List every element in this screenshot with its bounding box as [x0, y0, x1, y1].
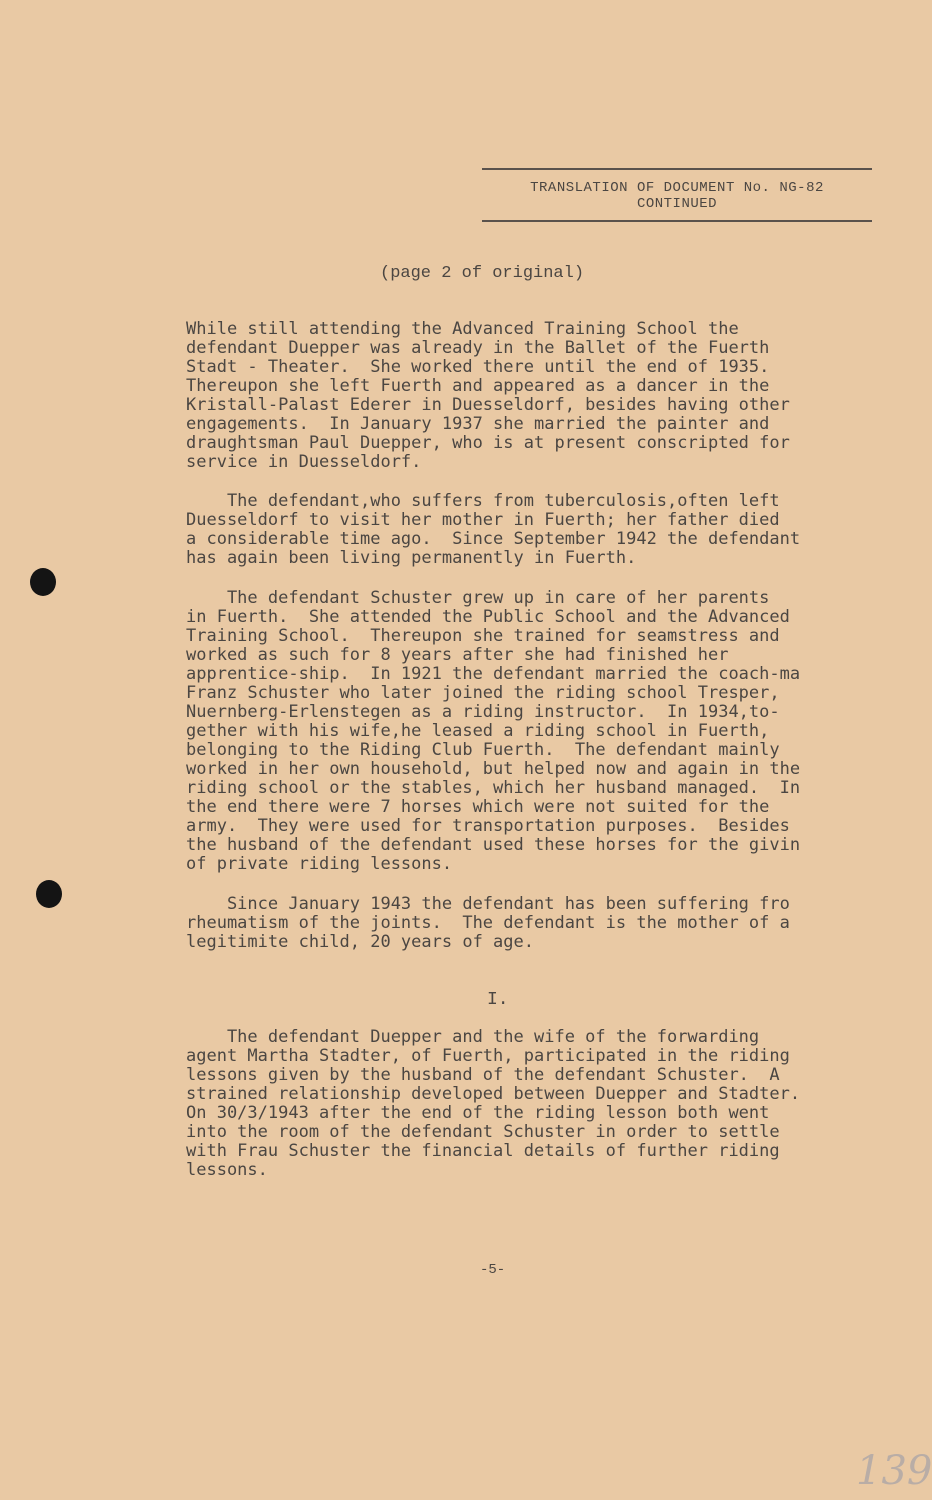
page-number: -5-	[480, 1262, 506, 1278]
document-header	[482, 168, 872, 222]
paragraph-duepper-health: The defendant,who suffers from tuberculosis,often left Duesseldorf to visit her mother in Fuerth; her father died a considerable time ago. Since September 1942 the defendant has again been living permanently in Fuerth.	[186, 491, 801, 568]
paragraph-incident: The defendant Duepper and the wife of the forwarding agent Martha Stadter, of Fuerth, participated in the riding lessons given by the husband of the defendant Schuster. A strained relationship developed between Duepper and Stadter. On 30/3/1943 after the end of the riding lesson both went into the room of the defendant Schuster in order to settle with Frau Schuster the financial details of further riding lessons.	[186, 1027, 801, 1180]
section-heading: I.	[487, 990, 509, 1010]
original-page-reference: (page 2 of original)	[380, 264, 585, 283]
paragraph-duepper-background: While still attending the Advanced Training School the defendant Duepper was already in the Ballet of the Fuerth Stadt - Theater. She worked there until the end of 1935. Thereupon she left Fuerth and appeared as a dancer in the Kristall-Palast Ederer in Duesseldorf, besides having other engagements. In January 1937 she married the painter and draughtsman Paul Duepper, who is at present conscripted for service in Duesseldorf.	[186, 319, 790, 472]
punch-hole	[30, 568, 56, 596]
handwritten-folio-number: 139	[856, 1448, 932, 1494]
header-subtitle: CONTINUED	[636, 196, 718, 212]
header-title: TRANSLATION OF DOCUMENT No. NG-82	[530, 180, 824, 196]
punch-hole	[36, 880, 62, 908]
paragraph-schuster-background: The defendant Schuster grew up in care of her parents in Fuerth. She attended the Public School and the Advanced Training School. Thereupon she trained for seamstress and worked as such for 8 years after she had finished her apprentice-ship. In 1921 the defendant married the coach-ma Franz Schuster who later joined the riding school Tresper, Nuernberg-Erlenstegen as a riding instructor. In 1934,to- gether with his wife,he leased a riding school in Fuerth, belonging to the Riding Club Fuerth. The defendant mainly worked in her own household, but helped now and again in the riding school or the stables, which her husband managed. In the end there were 7 horses which were not suited for the army. They were used for transportation purposes. Besides the husband of the defendant used these horses for the givin of private riding lessons.	[186, 588, 801, 874]
paragraph-schuster-health: Since January 1943 the defendant has been suffering fro rheumatism of the joints. The defendant is the mother of a legitimite child, 20 years of age.	[186, 894, 790, 952]
